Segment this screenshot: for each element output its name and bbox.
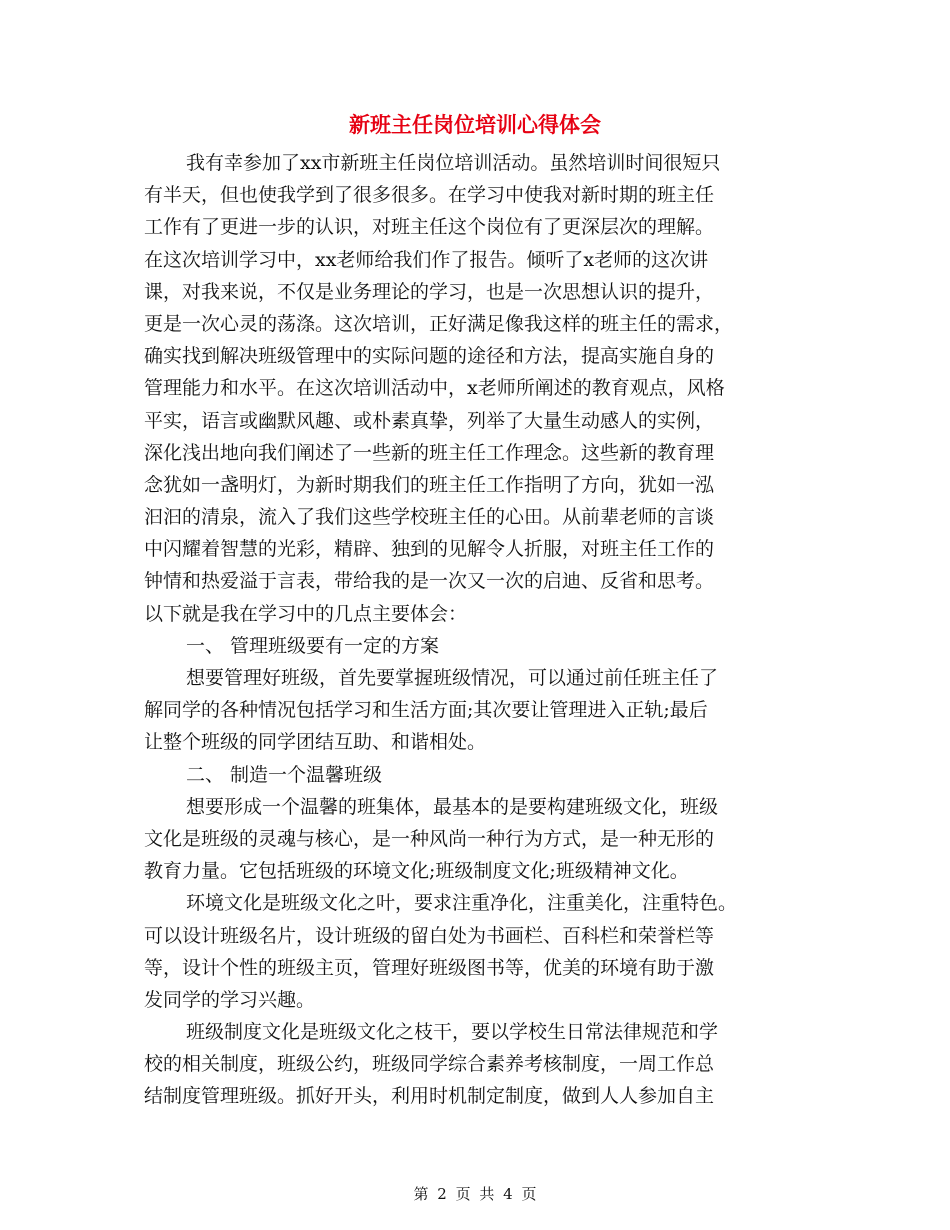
text-line: 深化浅出地向我们阐述了一些新的班主任工作理念。这些新的教育理	[144, 441, 715, 464]
text-line: 解同学的各种情况包括学习和生活方面;其次要让管理进入正轨;最后	[144, 699, 708, 722]
text-line: 发同学的学习兴趣。	[144, 988, 316, 1011]
text-line: 我有幸参加了xx市新班主任岗位培训活动。虽然培训时间很短只	[186, 152, 721, 174]
text-line: 在这次培训学习中，xx老师给我们作了报告。倾听了x老师的这次讲	[144, 248, 709, 271]
text-line: 钟情和热爱溢于言表，带给我的是一次又一次的启迪、反省和思考。	[144, 570, 715, 593]
text-line: 班级制度文化是班级文化之枝干，要以学校生日常法律规范和学	[186, 1021, 719, 1044]
text-line: 工作有了更进一步的认识，对班主任这个岗位有了更深层次的理解。	[144, 216, 715, 239]
text-line: 确实找到解决班级管理中的实际问题的途径和方法，提高实施自身的	[144, 345, 715, 368]
text-line: 中闪耀着智慧的光彩，精辟、独到的见解令人折服，对班主任工作的	[144, 538, 715, 561]
text-line: 校的相关制度，班级公约，班级同学综合素养考核制度，一周工作总	[144, 1053, 715, 1076]
document-body	[144, 147, 804, 1113]
text-line: 让整个班级的同学团结互助、和谐相处。	[144, 731, 487, 754]
text-line: 管理能力和水平。在这次培训活动中，x老师所阐述的教育观点，风格	[144, 377, 725, 400]
text-line: 教育力量。它包括班级的环境文化;班级制度文化;班级精神文化。	[144, 860, 689, 883]
text-line: 以下就是我在学习中的几点主要体会：	[144, 602, 468, 625]
text-line: 想要管理好班级，首先要掌握班级情况，可以通过前任班主任了	[186, 667, 719, 689]
text-line: 平实，语言或幽默风趣、或朴素真挚，列举了大量生动感人的实例，	[144, 409, 715, 432]
text-line: 念犹如一盏明灯，为新时期我们的班主任工作指明了方向，犹如一泓	[144, 473, 715, 496]
text-line: 更是一次心灵的荡涤。这次培训，正好满足像我这样的班主任的需求，	[144, 312, 734, 335]
text-line: 想要形成一个温馨的班集体，最基本的是要构建班级文化，班级	[186, 795, 719, 818]
document-title: 新班主任岗位培训心得体会	[349, 112, 601, 137]
section-heading: 二、 制造一个温馨班级	[186, 763, 383, 786]
text-line: 结制度管理班级。抓好开头，利用时机制定制度，做到人人参加自主	[144, 1085, 715, 1108]
text-line: 可以设计班级名片，设计班级的留白处为书画栏、百科栏和荣誉栏等	[144, 924, 715, 947]
text-line: 等，设计个性的班级主页，管理好班级图书等，优美的环境有助于激	[144, 956, 715, 979]
text-line: 课，对我来说，不仅是业务理论的学习，也是一次思想认识的提升，	[144, 280, 715, 303]
section-heading: 一、 管理班级要有一定的方案	[186, 634, 440, 657]
text-line: 环境文化是班级文化之叶，要求注重净化，注重美化，注重特色。	[186, 892, 738, 915]
text-line: 汩汩的清泉，流入了我们这些学校班主任的心田。从前辈老师的言谈	[144, 506, 715, 529]
text-line: 文化是班级的灵魂与核心，是一种风尚一种行为方式，是一种无形的	[144, 827, 715, 850]
text-line: 有半天，但也使我学到了很多很多。在学习中使我对新时期的班主任	[144, 184, 715, 207]
page-footer: 第 2 页 共 4 页	[413, 1185, 537, 1203]
